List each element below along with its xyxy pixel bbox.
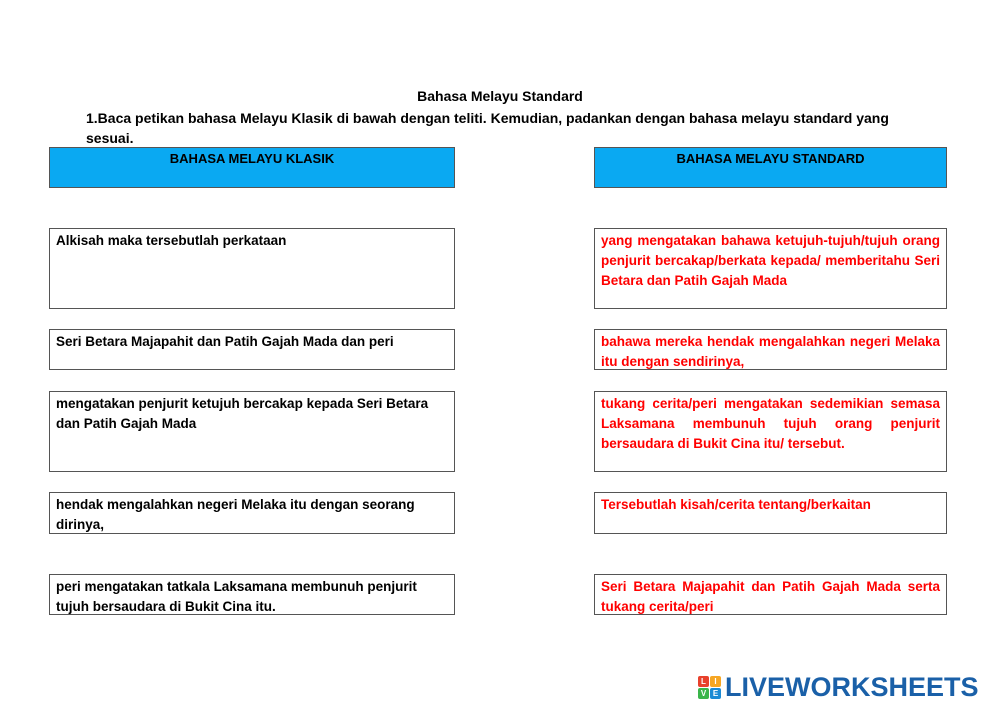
logo-icon-letter-v: V [698, 688, 709, 699]
logo-icon-letter-e: E [710, 688, 721, 699]
liveworksheets-logo-icon [698, 676, 721, 699]
classic-item-4[interactable]: hendak mengalahkan negeri Melaka itu dengan seorang dirinya, [49, 492, 455, 534]
classic-item-2[interactable]: Seri Betara Majapahit dan Patih Gajah Mada dan peri [49, 329, 455, 370]
header-standard-malay [594, 147, 947, 188]
standard-item-4[interactable]: Tersebutlah kisah/cerita tentang/berkaitan [594, 492, 947, 534]
classic-item-3[interactable]: mengatakan penjurit ketujuh bercakap kepada Seri Betara dan Patih Gajah Mada [49, 391, 455, 472]
classic-item-1[interactable]: Alkisah maka tersebutlah perkataan [49, 228, 455, 309]
standard-item-5[interactable]: Seri Betara Majapahit dan Patih Gajah Mada serta tukang cerita/peri [594, 574, 947, 615]
instruction-text: 1.Baca petikan bahasa Melayu Klasik di bawah dengan teliti. Kemudian, padankan dengan bahasa melayu standard yang sesuai. [86, 110, 889, 146]
standard-item-2[interactable]: bahawa mereka hendak mengalahkan negeri Melaka itu dengan sendirinya, [594, 329, 947, 370]
header-standard-label: BAHASA MELAYU STANDARD [676, 151, 865, 166]
classic-item-5[interactable]: peri mengatakan tatkala Laksamana membunuh penjurit tujuh bersaudara di Bukit Cina itu. [49, 574, 455, 615]
logo-text: LIVEWORKSHEETS [725, 671, 979, 702]
header-classic-label: BAHASA MELAYU KLASIK [169, 151, 335, 166]
liveworksheets-logo [698, 672, 979, 702]
logo-icon-letter-i: I [710, 676, 721, 687]
standard-item-1[interactable]: yang mengatakan bahawa ketujuh-tujuh/tujuh orang penjurit bercakap/berkata kepada/ memberitahu Seri Betara dan Patih Gajah Mada [594, 228, 947, 309]
header-classic-malay [49, 147, 455, 188]
standard-item-3[interactable]: tukang cerita/peri mengatakan sedemikian semasa Laksamana membunuh tujuh orang penjurit bersaudara di Bukit Cina itu/ tersebut. [594, 391, 947, 472]
logo-icon-letter-l: L [698, 676, 709, 687]
page-title: Bahasa Melayu Standard [417, 88, 583, 104]
